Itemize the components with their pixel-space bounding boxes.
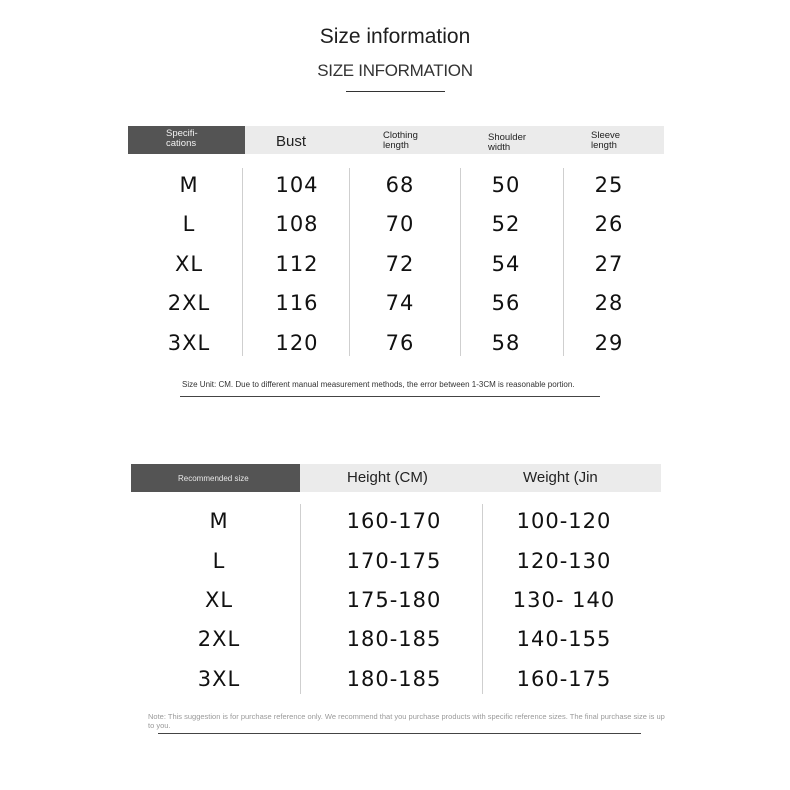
table-cell: 76 bbox=[385, 331, 415, 355]
table-cell: 170-175 bbox=[346, 549, 442, 573]
table-cell: 140-155 bbox=[516, 627, 612, 651]
table-cell: 54 bbox=[491, 252, 521, 276]
recommend-note: Note: This suggestion is for purchase reference only. We recommend that you purchase products with specific reference sizes. The final purchase size is up to you. bbox=[148, 712, 665, 730]
table-cell: 58 bbox=[491, 331, 521, 355]
table-cell: 175-180 bbox=[346, 588, 442, 612]
table-cell: 180-185 bbox=[346, 627, 442, 651]
table-cell: 100-120 bbox=[516, 509, 612, 533]
page-title: Size information bbox=[319, 25, 471, 48]
table-cell: 56 bbox=[491, 291, 521, 315]
size-label-cell: 3XL bbox=[167, 331, 211, 355]
table-cell: 29 bbox=[594, 331, 624, 355]
table-cell: 108 bbox=[275, 212, 319, 236]
column-divider bbox=[242, 168, 243, 356]
specs-header-label: Clothing length bbox=[383, 130, 418, 151]
size-label-cell: L bbox=[182, 212, 196, 236]
recommend-note-rule bbox=[158, 733, 641, 734]
recommend-header-label: Weight (Jin bbox=[523, 469, 598, 486]
table-cell: 72 bbox=[385, 252, 415, 276]
table-cell: 130- 140 bbox=[512, 588, 616, 612]
title-underline bbox=[346, 91, 445, 92]
specs-header-label: Sleeve length bbox=[591, 130, 621, 151]
table-cell: 26 bbox=[594, 212, 624, 236]
page-subtitle: SIZE INFORMATION bbox=[317, 61, 473, 80]
table-cell: 70 bbox=[385, 212, 415, 236]
table-cell: 112 bbox=[275, 252, 319, 276]
table-cell: 180-185 bbox=[346, 667, 442, 691]
table-cell: 50 bbox=[491, 173, 521, 197]
table-cell: 52 bbox=[491, 212, 521, 236]
recommend-header-label: Recommended size bbox=[178, 474, 249, 483]
table-cell: 74 bbox=[385, 291, 415, 315]
recommend-header-label: Height (CM) bbox=[347, 469, 428, 486]
table-cell: 116 bbox=[275, 291, 319, 315]
specs-note-rule bbox=[180, 396, 600, 397]
table-cell: 120 bbox=[275, 331, 319, 355]
size-label-cell: XL bbox=[204, 588, 234, 612]
size-label-cell: 2XL bbox=[197, 627, 241, 651]
size-label-cell: 2XL bbox=[167, 291, 211, 315]
column-divider bbox=[482, 504, 483, 694]
table-cell: 27 bbox=[594, 252, 624, 276]
table-cell: 68 bbox=[385, 173, 415, 197]
size-label-cell: XL bbox=[174, 252, 204, 276]
table-cell: 120-130 bbox=[516, 549, 612, 573]
table-cell: 28 bbox=[594, 291, 624, 315]
specs-header-label: Specifi- cations bbox=[166, 128, 198, 149]
size-label-cell: M bbox=[179, 173, 199, 197]
size-label-cell: 3XL bbox=[197, 667, 241, 691]
table-cell: 160-170 bbox=[346, 509, 442, 533]
table-cell: 104 bbox=[275, 173, 319, 197]
table-cell: 25 bbox=[594, 173, 624, 197]
table-cell: 160-175 bbox=[516, 667, 612, 691]
specs-note: Size Unit: CM. Due to different manual measurement methods, the error between 1-3CM is reasonable portion. bbox=[182, 380, 575, 389]
size-label-cell: L bbox=[212, 549, 226, 573]
size-label-cell: M bbox=[209, 509, 229, 533]
column-divider bbox=[300, 504, 301, 694]
specs-header-label: Bust bbox=[276, 133, 307, 150]
specs-header-label: Shoulder width bbox=[488, 132, 527, 153]
